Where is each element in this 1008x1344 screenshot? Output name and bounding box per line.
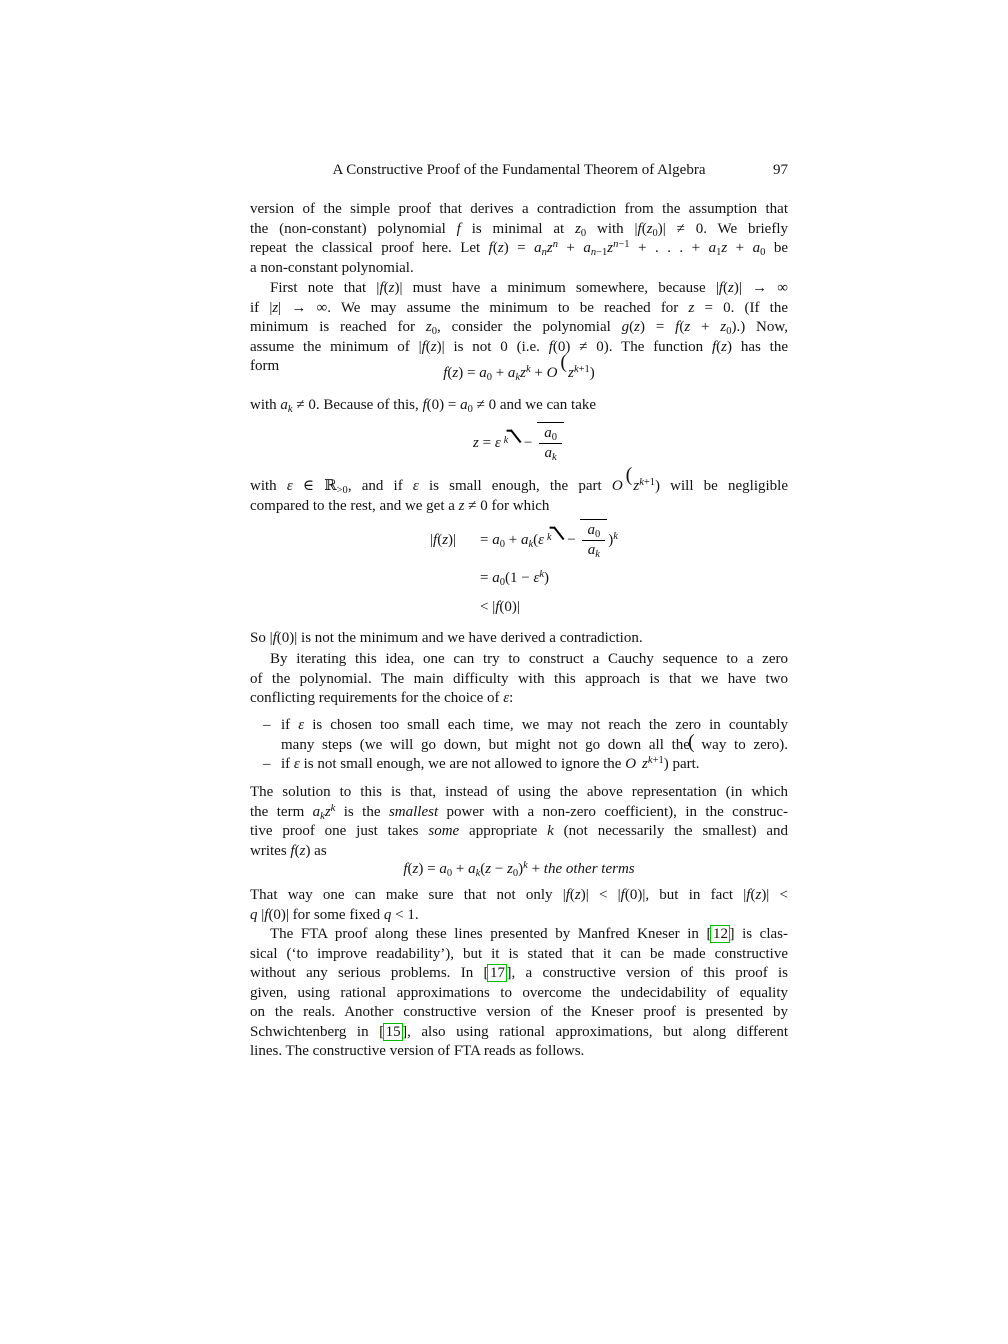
text-line: The solution to this is that, instead of using the above representation (in which bbox=[250, 784, 788, 800]
bullet-text: if ε is chosen too small each time, we may not reach the zero in countably bbox=[281, 717, 788, 733]
paragraph-epsilon bbox=[250, 464, 788, 516]
running-header bbox=[250, 160, 788, 180]
text-line: conflicting requirements for the choice of ε: bbox=[250, 690, 514, 706]
bullet-list bbox=[250, 716, 788, 775]
display-equation-z-choice: z = ε $^k$ − $\frac{a_0}{a_k}$ bbox=[250, 424, 788, 463]
text-line: q |f(0)| for some fixed q < 1. bbox=[250, 906, 419, 923]
text-line: tive proof one just takes some appropriate k (not necessarily the smallest) and bbox=[250, 823, 788, 839]
text-line: Schwichtenberg in [ 15 ], also using rational approximations, but along different bbox=[250, 1023, 789, 1040]
text-line: assume the minimum of |f(z)| is not 0 (i.e. f(0) ≠ 0). The function f(z) has the bbox=[250, 338, 788, 355]
equation-lhs: |f(z)| bbox=[430, 531, 457, 548]
text-line: without any serious problems. In [ 17 ], a constructive version of this proof is bbox=[250, 965, 789, 981]
equation-row bbox=[430, 596, 788, 618]
bullet-dash: – bbox=[263, 717, 271, 733]
text-line: The FTA proof along these lines presented by Manfred Kneser in [ 12 ] is clas- bbox=[270, 926, 788, 942]
display-equation-aligned bbox=[250, 521, 788, 625]
text-line: That way one can make sure that not only |f(z)| < |f(0)|, but in fact |f(z)| < bbox=[250, 887, 788, 903]
text-line: if |z| → ∞. We may assume the minimum to be reached for z = 0. (If the bbox=[250, 299, 788, 316]
text-line: repeat the classical proof here. Let $f(z) = a_nz^n + a_{n-1}z^{n-1}$ + . . . + $a_1z + a_0$ be bbox=[250, 239, 788, 258]
text-line: compared to the rest, and we get a z ≠ 0 for which bbox=[250, 497, 550, 514]
bullet-item bbox=[250, 716, 788, 736]
paragraph-iterating bbox=[250, 650, 788, 709]
text-line: minimum is reached for $z_0$, consider the polynomial $g(z) = f(z + z_0)$.) Now, bbox=[250, 319, 788, 337]
text-line: a non-constant polynomial. bbox=[250, 259, 414, 276]
text-line: lines. The constructive version of FTA reads as follows. bbox=[250, 1043, 585, 1059]
equation-rhs: = $a_0 + a_k(\varepsilon$ $^k$ − $\frac{a_0}{a_k}$ )$^k$ bbox=[480, 521, 618, 560]
text-line: with ε ∈ ℝ$_{>0}$, and if ε is small enough, the part O $(z^{k+1})$ will be negligible bbox=[250, 464, 788, 496]
display-equation-other-terms: $f(z) = a_0 + a_k(z - z_0)^k$ + the other terms bbox=[403, 860, 635, 879]
paragraph-conclusion bbox=[250, 629, 788, 649]
text-line: the (non-constant) polynomial f is minimal at $z_0$ with $|f(z_0)| \ne 0$. We briefly bbox=[250, 220, 788, 239]
citation-link[interactable]: 17 bbox=[487, 964, 507, 982]
text-line: of the polynomial. The main difficulty with this approach is that we have two bbox=[250, 670, 788, 687]
header-title: A Constructive Proof of the Fundamental Theorem of Algebra bbox=[332, 162, 706, 178]
text-line: So |f(0)| is not the minimum and we have derived a contradiction. bbox=[250, 630, 643, 646]
text-line: First note that |f(z)| must have a minimum somewhere, because |f(z)| → ∞ bbox=[270, 280, 788, 296]
bullet-item-continuation: many steps (we will go down, but might not go down all the( way to zero). bbox=[281, 730, 789, 753]
equation-row bbox=[430, 521, 788, 560]
equation-rhs: = $a_0(1 - \varepsilon^k)$ bbox=[480, 569, 550, 588]
display-equation-fz-form: $f(z) = a_0 + a_kz^k + O$ $(z^{k+1})$ bbox=[443, 351, 595, 383]
bullet-item bbox=[250, 755, 788, 775]
bullet-dash: – bbox=[263, 756, 271, 772]
paragraph-with-ak bbox=[250, 396, 788, 416]
citation-link[interactable]: 12 bbox=[710, 925, 730, 943]
text-line: with $a_k \ne 0$. Because of this, $f(0) = a_0 \ne 0$ and we can take bbox=[250, 397, 597, 415]
text-line: form bbox=[250, 358, 280, 374]
bullet-text: if ε is not small enough, we are not allowed to ignore the O $z^{k+1}$) part. bbox=[281, 755, 700, 772]
text-line: on the reals. Another constructive version of the Kneser proof is presented by bbox=[250, 1004, 788, 1020]
paragraph-intro bbox=[250, 200, 788, 278]
text-line: the term $a_kz^k$ is the smallest power with a non-zero coefficient), in the construc- bbox=[250, 802, 788, 822]
page-number: 97 bbox=[773, 162, 788, 178]
text-line: version of the simple proof that derives a contradiction from the assumption that bbox=[250, 201, 788, 217]
equation-row bbox=[430, 567, 788, 589]
equation-rhs: < |f(0)| bbox=[480, 599, 520, 615]
text-line: given, using rational approximations to overcome the undecidability of equality bbox=[250, 984, 788, 1001]
paragraph-fta-references bbox=[250, 925, 788, 1062]
paragraph-solution bbox=[250, 783, 788, 861]
paragraph-that-way bbox=[250, 886, 788, 925]
text-line: sical (‘to improve readability’), but it is stated that it can be made constructive bbox=[250, 945, 788, 962]
citation-link[interactable]: 15 bbox=[383, 1023, 403, 1041]
text-line: By iterating this idea, one can try to construct a Cauchy sequence to a zero bbox=[270, 651, 788, 667]
text-line: writes f(z) as bbox=[250, 842, 327, 859]
